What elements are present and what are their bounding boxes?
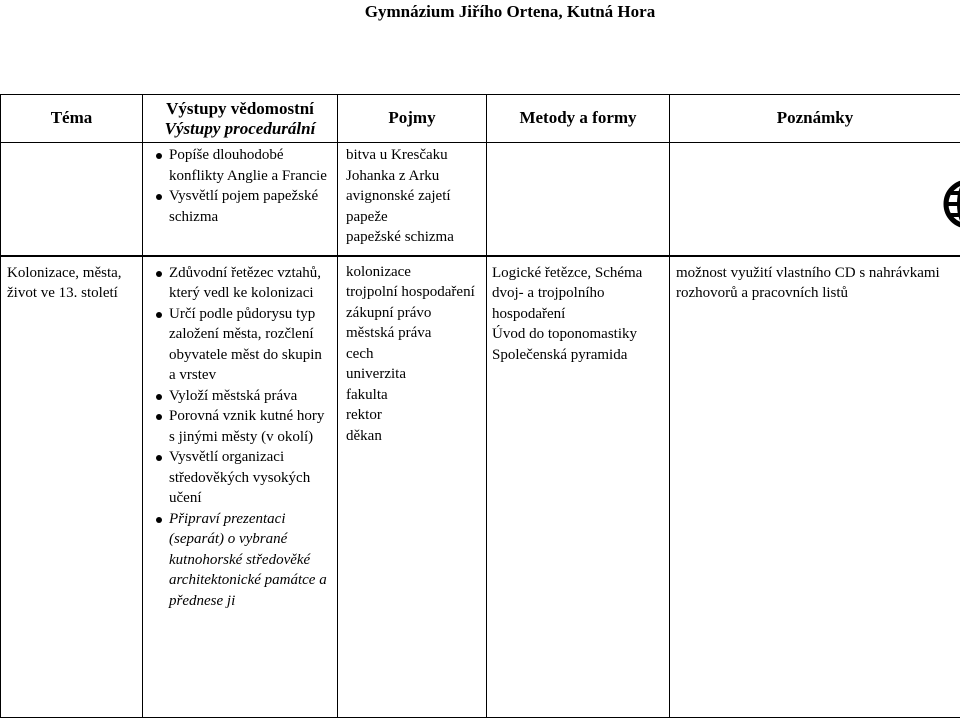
table-header-row (1, 95, 960, 143)
topic-text: Kolonizace, města, život ve 13. století (1, 257, 142, 304)
cell-vystupy (143, 143, 338, 256)
term: zákupní právo (346, 303, 482, 324)
table-row (1, 143, 960, 256)
list-item: Vyloží městská práva (143, 386, 337, 407)
list-item: Připraví prezentaci (separát) o vybrané kutnohorské středověké architektonické památce a přednese ji (143, 509, 337, 612)
column-header-tema: Téma (1, 95, 143, 143)
method-item: Logické řetězce, Schéma dvoj- a trojpolního hospodaření (492, 263, 665, 325)
term: papežské schizma (346, 227, 482, 248)
cell-poznamky (670, 143, 960, 256)
term: rektor (346, 405, 482, 426)
cell-tema (1, 256, 143, 718)
outcomes-list (143, 143, 337, 227)
term: univerzita (346, 364, 482, 385)
term: děkan (346, 426, 482, 447)
column-header-vystupy-main: Výstupy vědomostní (143, 99, 337, 119)
list-item: Zdůvodní řetězec vztahů, který vedl ke kolonizaci (143, 263, 337, 304)
term: kolonizace (346, 262, 482, 283)
outcomes-list (143, 257, 337, 612)
column-header-pojmy: Pojmy (338, 95, 487, 143)
cell-tema (1, 143, 143, 256)
column-header-vystupy-italic: Výstupy procedurální (143, 119, 337, 139)
method-item: Úvod do toponomastiky (492, 324, 665, 345)
term: městská práva (346, 323, 482, 344)
list-item: Vysvětlí organizaci středověkých vysokých učení (143, 447, 337, 509)
list-item: Porovná vznik kutné hory s jinými městy (v okolí) (143, 406, 337, 447)
page-title: Gymnázium Jiřího Ortena, Kutná Hora (0, 0, 960, 23)
table-row (1, 256, 960, 718)
globe-icon (942, 178, 960, 230)
list-item: Určí podle půdorysu typ založení města, rozčlení obyvatele měst do skupin a vrstev (143, 304, 337, 386)
cell-vystupy (143, 256, 338, 718)
column-header-vystupy (143, 95, 338, 143)
term: fakulta (346, 385, 482, 406)
list-item: Vysvětlí pojem papežské schizma (143, 186, 337, 227)
method-item: Společenská pyramida (492, 345, 665, 366)
list-item: Popíše dlouhodobé konflikty Anglie a Francie (143, 145, 337, 186)
term: trojpolní hospodaření (346, 282, 482, 303)
column-header-poznamky: Poznámky (670, 95, 960, 143)
term: avignonské zajetí papeže (346, 186, 482, 227)
cell-metody (487, 256, 670, 718)
curriculum-table (0, 94, 960, 718)
term: cech (346, 344, 482, 365)
cell-pojmy (338, 256, 487, 718)
cell-poznamky (670, 256, 960, 718)
cell-pojmy (338, 143, 487, 256)
note-text: možnost využití vlastního CD s nahrávkami rozhovorů a pracovních listů (670, 257, 960, 304)
term: bitva u Kresčaku (346, 145, 482, 166)
term: Johanka z Arku (346, 166, 482, 187)
cell-metody (487, 143, 670, 256)
column-header-metody: Metody a formy (487, 95, 670, 143)
